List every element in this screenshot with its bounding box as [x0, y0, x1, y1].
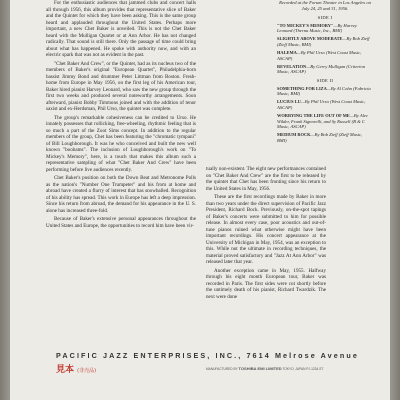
liner-notes-middle-column	[206, 166, 326, 302]
liner-paragraph: These are the first recordings made by Baker in more than two years under the direct supervision of Pacific Jazz President, Richard Bock. Previously, on-the-spot tapings of Baker's concerts were submitted to him for possible release. In almost every case, poor acoustics and out-of-tune pianos ruined what otherwise might have been important recordings. His concert appearance at the University of Michigan in May, 1954, was an exception to this. While not the ultimate in recording techniques, the material proved satisfactory and "Jazz At Ann Arbor" was released later that year.	[206, 194, 326, 265]
track-title: HALEMA	[277, 50, 297, 56]
track-credit: —By Bob Zieff (Zieff Music, BMI)	[277, 132, 363, 143]
track-credit: —By Phil Urso (West Coast Music, ASCAP)	[277, 50, 362, 61]
track-credit: —By Alec Wilder, Frank Signorelli, and Sy Russell (B & C Music, ASCAP)	[277, 113, 368, 130]
liner-paragraph: Chet Baker's position on both the Down Beat and Metronome Polls as the nation's "Number One Trumpeter" and his from at home and abroad have created a flurry of interest that has snowballed. Recognition of his ability has spread. This work in Europe has left a deep impression. Since his return from abroad, the demand for his appearance in the U. S. alone has increased three-fold.	[46, 175, 196, 214]
side-one-heading: SIDE I	[317, 15, 333, 21]
track-item	[277, 132, 373, 143]
publisher-line: PACIFIC JAZZ ENTERPRISES, INC., 7614 Melrose Avenue	[56, 351, 359, 360]
album-back-cover	[10, 0, 390, 400]
liner-paragraph: For the enthusiastic audiences that jammed clubs and concert halls all through 1956, this album provides that representative slice of Baker and the Quintet for which they have been asking. This is the same group heard and applauded throughout the United States. Perhaps more important, a new Chet Baker is unveiled. This is not the Chet Baker heard with the Mulligan Quartet or at Ann Arbor. He has not changed radically. That sound is still there. Only the passage of time could bring about what has happened. He spoke with authority now, and with an electric spark that was not as evident in the past.	[46, 0, 196, 58]
track-credit: —By Al Cohn (Fabricia Music, BMI)	[277, 85, 371, 97]
track-title: SOMETHING FOR LIZA	[277, 85, 327, 91]
manufacturer-line	[206, 366, 386, 371]
liner-paragraph: Because of Baker's extensive personal appearances throughout the United States and Europe, the opportunities to record him have been vir-	[46, 216, 196, 229]
sample-stamp-kanji: 見本	[56, 365, 75, 375]
liner-notes-left-column	[46, 0, 196, 231]
track-item	[277, 86, 373, 97]
track-item	[277, 99, 373, 110]
liner-paragraph: "Chet Baker And Crew", or the Quintet, had as its nucleus two of the members of Baker's original "European Quartet", Philadelphia-born bassist Jimmy Bond and drummer Peter Littman from Boston. Fresh-home from Europe in May 1956, on the first leg of his American tour, Baker hired pianist Harvey Leonard, who saw the new group through the first two weeks and produced several noteworthy arrangements. Soon afterward, pianist Bobby Timmons joined and with the addition of tenor saxist and ex-Herdsman, Phil Urso, the quintet was complete.	[46, 60, 196, 112]
track-item	[277, 64, 373, 75]
sample-stamp-note: (非売品)	[77, 368, 97, 374]
recording-info: Recorded at the Forum Theater in Los Angeles on July 24, 25 and 31, 1956.	[279, 0, 371, 11]
manufacturer-prefix: MANUFACTURED BY	[206, 367, 238, 371]
track-credit: —By Gerry Mulligan (Criterion Music, ASCAP)	[277, 63, 366, 75]
track-title: LUCIUS LU	[277, 99, 301, 105]
track-item	[277, 50, 373, 61]
track-listing	[277, 0, 373, 146]
liner-paragraph: Another exception came in May, 1955. Halfway through his eight month European tour, Baker was recorded in Paris. The first sides were cut shortly before the untimely death of his pianist, Richard Twardzik. The next were done	[206, 267, 326, 300]
liner-paragraph: tually non-existent. The eight new performances contained on "Chet Baker And Crew" are the first to be released by the quintet that Chet has been fronting since his return to the United States in May, 1956.	[206, 166, 326, 192]
track-credit: —By Bob Zieff (Zieff Music, BMI)	[277, 36, 370, 48]
track-item	[277, 113, 373, 130]
track-credit: —By Phil Urso (West Coast Music, ASCAP)	[277, 99, 366, 110]
sleeve-edge-right	[390, 0, 400, 400]
track-item	[277, 36, 373, 47]
side-two-heading: SIDE II	[316, 78, 334, 84]
track-credit: —By Harvey Leonard (Therna Music, Inc., BMI)	[277, 22, 357, 34]
track-title: "TO MICKEY'S MEMORY"	[277, 22, 334, 28]
sleeve-edge-left	[0, 0, 10, 400]
manufacturer-suffix: TOKYO, JAPAN PJ-1234-ST	[282, 367, 324, 371]
sample-stamp	[56, 362, 96, 375]
track-item	[277, 23, 373, 34]
track-title: WORRYING THE LIFE OUT OF ME	[277, 113, 350, 118]
track-title: REVELATION	[277, 63, 307, 69]
track-title: SLIGHTLY ABOVE MODERATE	[277, 36, 343, 42]
manufacturer-brand: TOSHIBA EMI LIMITED	[238, 366, 282, 371]
liner-paragraph: The group's remarkable cohesiveness can be credited to Urso. He innately possesses that rollicking, free-wheeling, rhythmic feeling that is so much a part of the Zoot Sims concept. In addition to the regular members of the group, Chet has been featuring the "chromatic tympani" of Bill Loughborough. It was he who conceived and built the new well known "boobams". The inclusion of Loughborough's work on "To Mickey's Memory", here, is a touch that makes this album such a representative sampling of what "Chet Baker And Crew" have been performing before live audiences recently.	[46, 114, 196, 173]
track-title: MEDIUM ROCK	[277, 132, 311, 138]
